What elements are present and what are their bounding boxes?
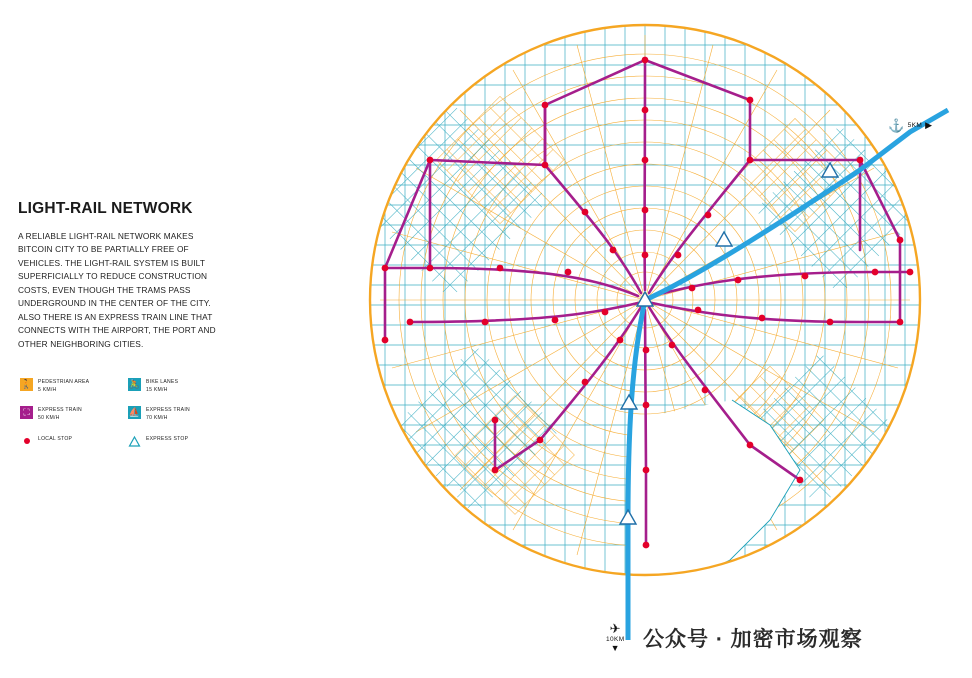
local-stop[interactable] bbox=[735, 277, 742, 284]
legend-speed: 15 KM/H bbox=[146, 386, 168, 393]
legend-label: PEDESTRIAN AREA bbox=[38, 379, 90, 385]
local-stop[interactable] bbox=[759, 315, 766, 322]
watermark bbox=[643, 623, 863, 653]
express-stop[interactable] bbox=[621, 395, 637, 409]
airplane-icon: ✈ bbox=[609, 621, 621, 636]
local-stop[interactable] bbox=[705, 212, 712, 219]
local-stop[interactable] bbox=[897, 319, 904, 326]
page-title: LIGHT-RAIL NETWORK bbox=[18, 200, 193, 217]
train-icon: ⛵ bbox=[128, 407, 141, 418]
legend-row bbox=[20, 378, 240, 394]
local-stop[interactable] bbox=[382, 265, 389, 272]
local-stop[interactable] bbox=[802, 273, 809, 280]
info-panel bbox=[18, 200, 248, 351]
legend-speed: 50 KM/H bbox=[38, 414, 60, 421]
legend-speed: 5 KM/H bbox=[38, 386, 57, 393]
legend-label: EXPRESS STOP bbox=[146, 435, 189, 442]
local-stop[interactable] bbox=[610, 247, 617, 254]
local-stop[interactable] bbox=[482, 319, 489, 326]
airport-annotation bbox=[606, 622, 625, 653]
legend-item-express-stop bbox=[128, 435, 236, 448]
local-stop[interactable] bbox=[642, 157, 649, 164]
port-annotation bbox=[888, 119, 933, 132]
airport-distance-label: 10KM bbox=[606, 636, 625, 643]
pedestrian-icon: 🚶 bbox=[20, 379, 33, 389]
local-stop[interactable] bbox=[643, 347, 650, 354]
local-stop[interactable] bbox=[537, 437, 544, 444]
legend-item-express-train-70 bbox=[128, 406, 236, 422]
local-stop[interactable] bbox=[907, 269, 914, 276]
panel-description: A RELIABLE LIGHT-RAIL NETWORK MAKES BITCOIN CITY TO BE PARTIALLY FREE OF VEHICLES. THE LIGHT-RAIL SYSTEM IS BUILT SUPERFICIALLY TO REDUCE CONSTRUCTION COSTS, EVEN THOUGH THE TRAMS PASS UNDERGROUND IN THE CENTER OF THE CITY. ALSO THERE IS AN EXPRESS TRAIN LINE THAT CONNECTS WITH THE AIRPORT, THE PORT AND OTHER NEIGHBORING CITIES. bbox=[18, 231, 216, 349]
local-stop[interactable] bbox=[669, 342, 676, 349]
express-stop-icon bbox=[128, 435, 141, 448]
legend-label: EXPRESS TRAIN bbox=[38, 407, 82, 414]
local-stop[interactable] bbox=[542, 162, 549, 169]
local-stop[interactable] bbox=[582, 379, 589, 386]
local-stop[interactable] bbox=[602, 309, 609, 316]
legend-item-bike-lanes bbox=[128, 378, 236, 394]
local-stop[interactable] bbox=[582, 209, 589, 216]
legend-row bbox=[20, 435, 240, 448]
local-stop[interactable] bbox=[617, 337, 624, 344]
legend-row bbox=[20, 406, 240, 422]
local-stop[interactable] bbox=[689, 285, 696, 292]
legend-label: EXPRESS TRAIN bbox=[146, 407, 190, 414]
port-distance-label: 5KM bbox=[907, 122, 923, 129]
local-stop[interactable] bbox=[695, 307, 702, 314]
direction-arrow-down-icon: ▼ bbox=[610, 643, 620, 653]
local-stop[interactable] bbox=[747, 442, 754, 449]
local-stop[interactable] bbox=[642, 252, 649, 259]
local-stop[interactable] bbox=[675, 252, 682, 259]
local-stop[interactable] bbox=[497, 265, 504, 272]
local-stop[interactable] bbox=[702, 387, 709, 394]
anchor-icon: ⚓ bbox=[888, 118, 905, 133]
legend-item-local-stop bbox=[20, 435, 128, 448]
local-stop[interactable] bbox=[857, 157, 864, 164]
legend-label: BIKE LANES bbox=[146, 379, 179, 385]
local-stop[interactable] bbox=[642, 207, 649, 214]
local-stop[interactable] bbox=[827, 319, 834, 326]
local-stop[interactable] bbox=[565, 269, 572, 276]
tram-icon: ⛶ bbox=[20, 406, 33, 419]
local-stop[interactable] bbox=[407, 319, 414, 326]
express-stop[interactable] bbox=[716, 232, 732, 246]
legend-label: LOCAL STOP bbox=[38, 435, 73, 442]
direction-arrow-right-icon: ▶ bbox=[925, 120, 933, 130]
local-stop[interactable] bbox=[643, 402, 650, 409]
local-stop[interactable] bbox=[492, 467, 499, 474]
local-stop[interactable] bbox=[872, 269, 879, 276]
local-stop[interactable] bbox=[897, 237, 904, 244]
legend bbox=[20, 378, 240, 460]
local-stop[interactable] bbox=[642, 57, 649, 64]
local-stop[interactable] bbox=[643, 542, 650, 549]
local-stop[interactable] bbox=[642, 107, 649, 114]
local-stop[interactable] bbox=[492, 417, 499, 424]
city-transit-map bbox=[300, 0, 972, 678]
watermark-text: 公众号 · 加密市场观察 bbox=[643, 628, 863, 651]
legend-item-pedestrian-area bbox=[20, 378, 128, 394]
bike-icon: 🚴 bbox=[128, 379, 141, 389]
local-stop[interactable] bbox=[552, 317, 559, 324]
local-stop[interactable] bbox=[747, 157, 754, 164]
legend-speed: 70 KM/H bbox=[146, 414, 168, 421]
local-stop[interactable] bbox=[382, 337, 389, 344]
local-stop[interactable] bbox=[427, 265, 434, 272]
legend-item-express-train-50 bbox=[20, 406, 128, 422]
local-stop[interactable] bbox=[797, 477, 804, 484]
local-stop[interactable] bbox=[427, 157, 434, 164]
local-stop[interactable] bbox=[747, 97, 754, 104]
local-stop[interactable] bbox=[542, 102, 549, 109]
local-stop-icon bbox=[20, 435, 33, 448]
local-stop[interactable] bbox=[643, 467, 650, 474]
